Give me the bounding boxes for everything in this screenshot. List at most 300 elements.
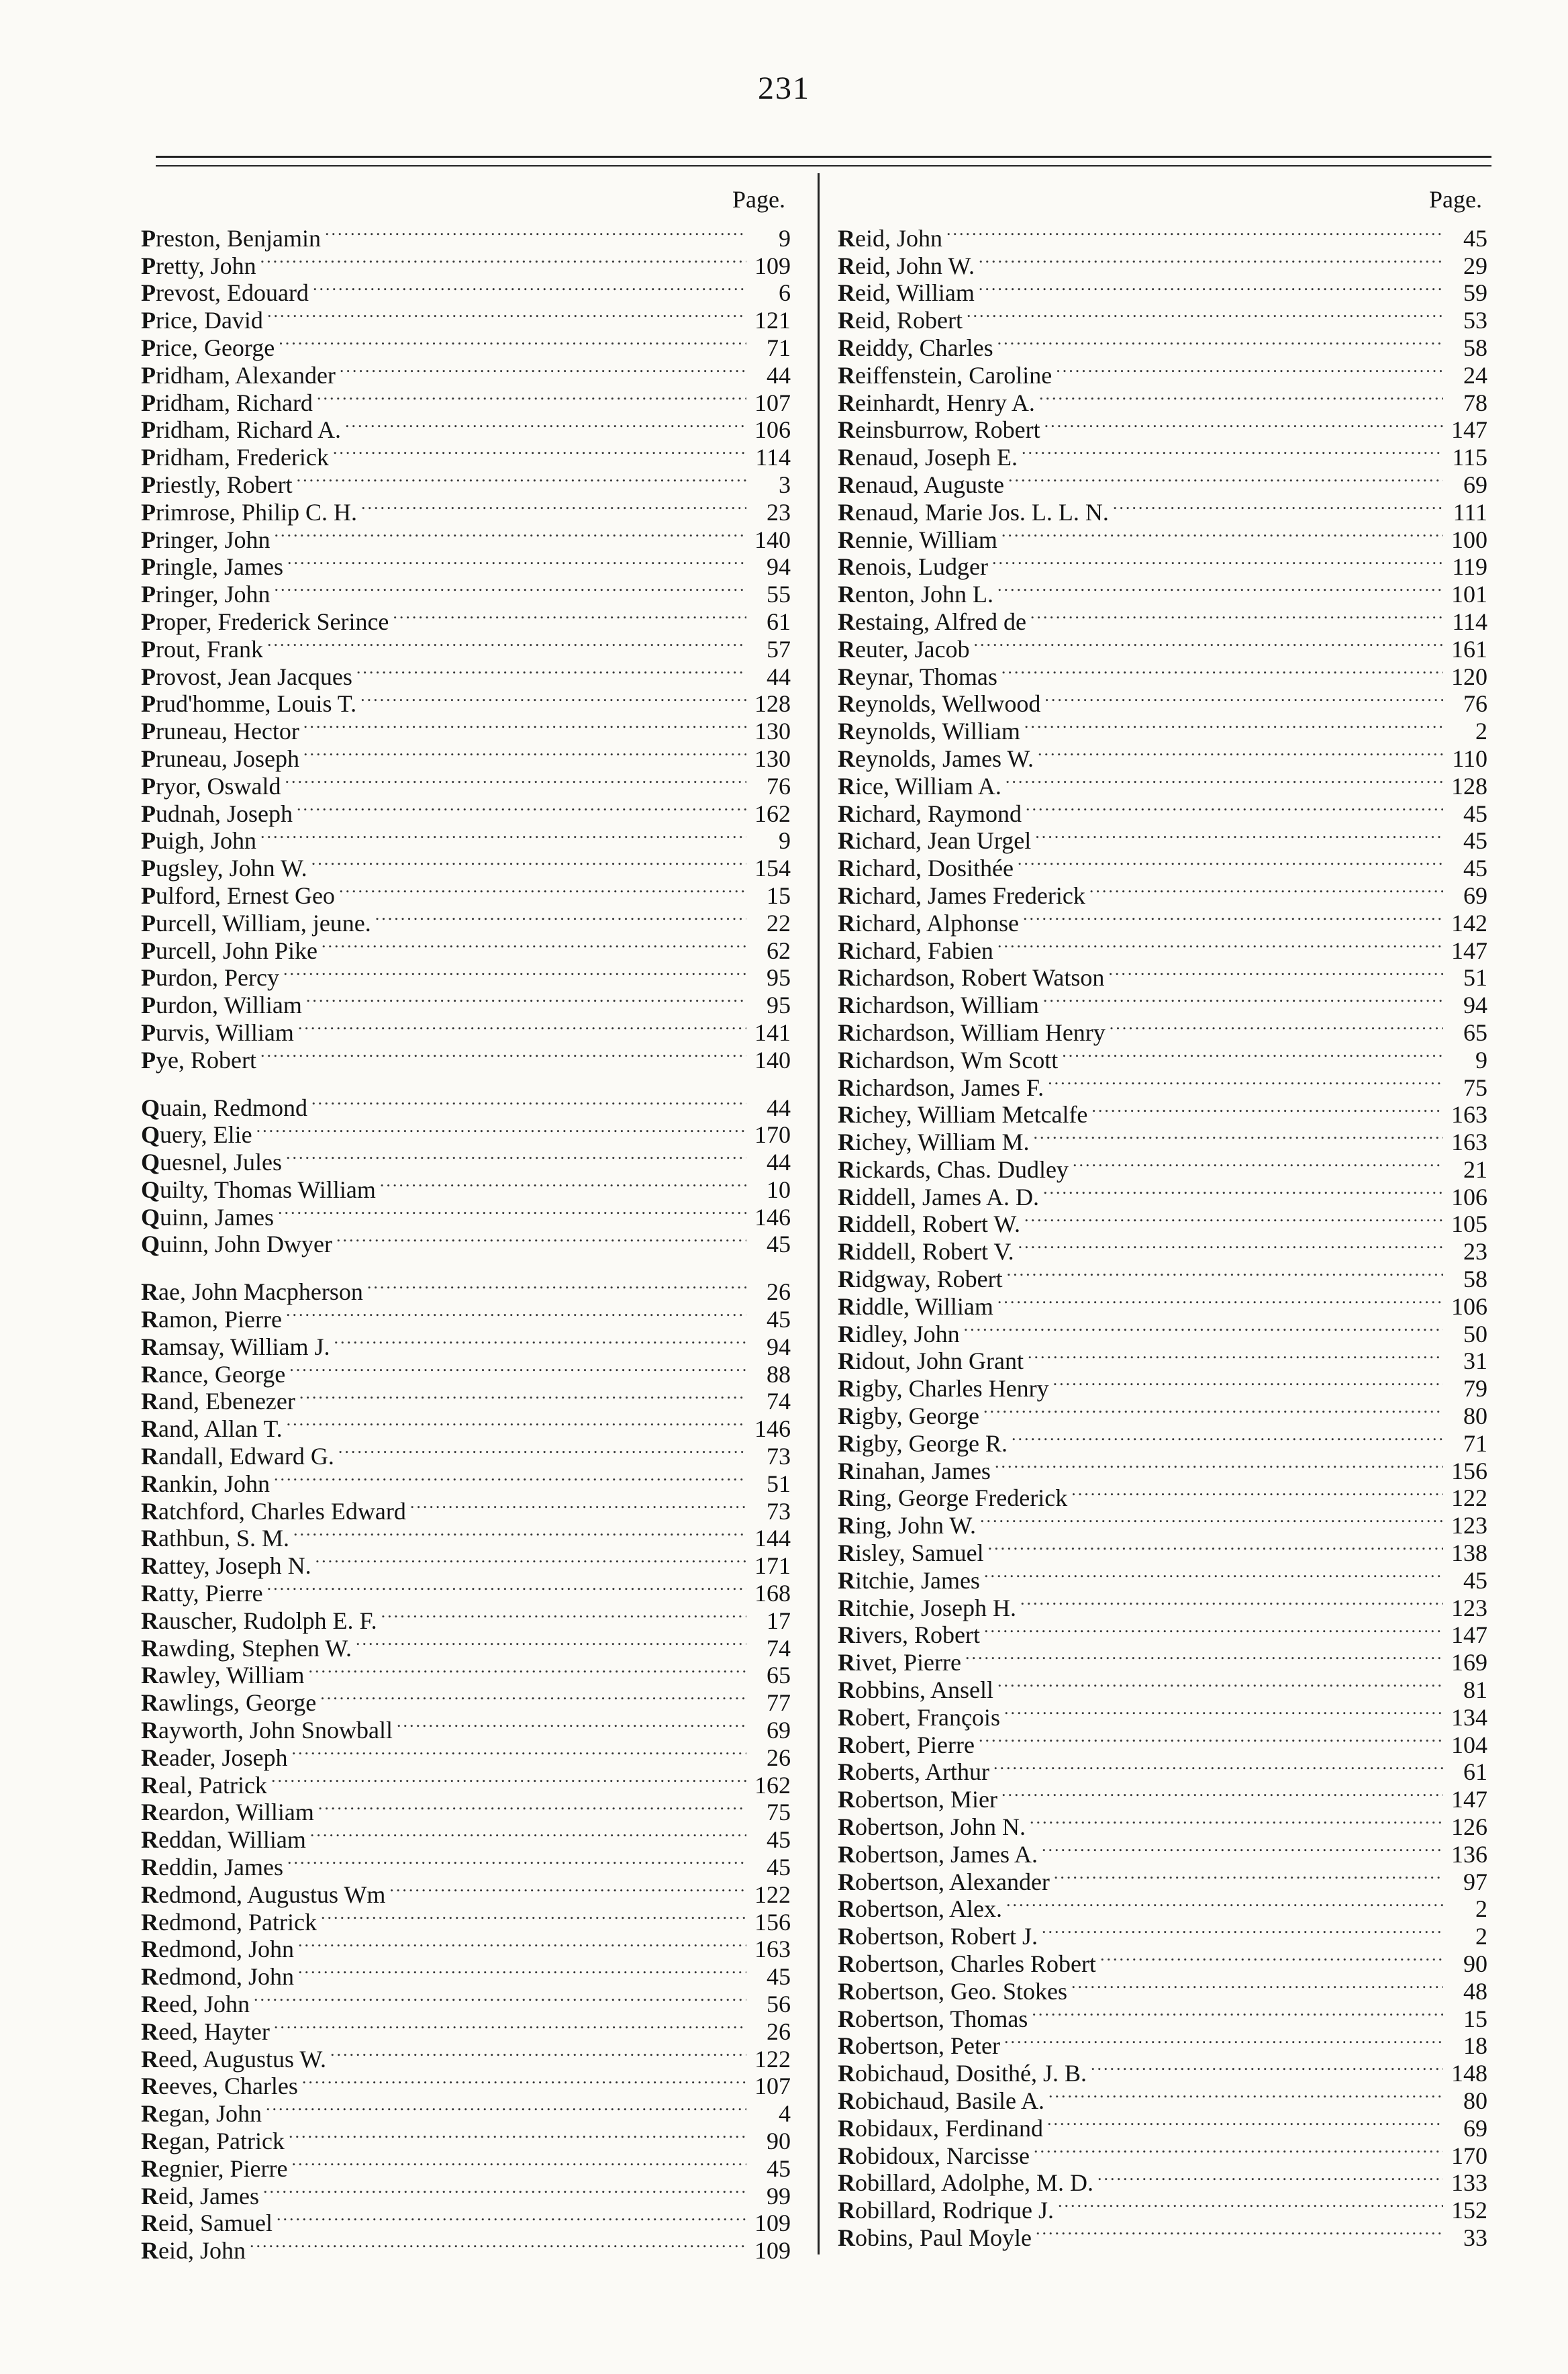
dot-leader [1044, 411, 1443, 438]
dot-leader [1089, 876, 1443, 904]
entry-name: Richard, Jean Urgel [838, 827, 1032, 855]
entry-page: 128 [1451, 772, 1487, 800]
entry-page: 156 [1451, 1457, 1487, 1484]
entry-page: 104 [1451, 1731, 1487, 1758]
entry-name: Reddin, James [141, 1854, 283, 1881]
dot-leader [1034, 1123, 1443, 1150]
entry-name: Rivet, Pierre [838, 1649, 961, 1676]
entry-name: Rennie, William [838, 526, 997, 553]
entry-name: Regnier, Pierre [141, 2154, 288, 2182]
entry-page: 2 [1475, 1923, 1487, 1950]
entry-page: 53 [1463, 307, 1487, 334]
dot-leader [1039, 383, 1443, 411]
entry-page: 29 [1463, 252, 1487, 279]
entry-name: Reid, William [838, 279, 975, 307]
entry-name: Pringer, John [141, 581, 271, 608]
entry-page: 74 [767, 1634, 791, 1662]
entry-name: Pringle, James [141, 553, 283, 581]
entry-page: 122 [754, 2045, 791, 2073]
entry-page: 140 [754, 1046, 791, 1074]
entry-name: Robertson, Thomas [838, 2005, 1028, 2032]
entry-name: Robbins, Ansell [838, 1676, 994, 1704]
entry-name: Redmond, John [141, 1936, 294, 1963]
entry-page: 107 [754, 389, 791, 416]
entry-name: Richard, Dosithée [838, 855, 1014, 882]
entry-name: Ridout, John Grant [838, 1347, 1024, 1375]
dot-leader [410, 1492, 746, 1519]
entry-page: 45 [1463, 855, 1487, 882]
entry-name: Reid, John W. [838, 252, 975, 279]
entry-name: Richard, Alphonse [838, 909, 1019, 937]
entry-page: 170 [754, 1121, 791, 1149]
entry-page: 156 [754, 1908, 791, 1936]
entry-name: Reddan, William [141, 1826, 306, 1854]
entry-page: 170 [1451, 2142, 1487, 2169]
entry-page: 90 [1463, 1950, 1487, 1977]
entry-name: Purdon, William [141, 992, 302, 1019]
entry-name: Robichaud, Basile A. [838, 2087, 1044, 2114]
dot-leader [1028, 1342, 1443, 1370]
dot-leader [250, 2231, 746, 2259]
entry-name: Rigby, Charles Henry [838, 1375, 1049, 1403]
dot-leader [336, 1225, 746, 1253]
entry-name: Rivers, Robert [838, 1621, 980, 1649]
entry-page: 94 [767, 553, 791, 581]
entry-name: Pye, Robert [141, 1046, 256, 1074]
dot-leader [1108, 959, 1443, 986]
entry-name: Ridgway, Robert [838, 1266, 1003, 1293]
dot-leader [1030, 602, 1443, 630]
dot-leader [1044, 685, 1443, 712]
index-entry [141, 1272, 791, 1306]
entry-name: Reid, Robert [838, 307, 963, 334]
entry-page: 23 [767, 498, 791, 526]
entry-name: Robichaud, Dosithé, J. B. [838, 2060, 1087, 2087]
entry-page: 148 [1451, 2060, 1487, 2087]
entry-page: 45 [1463, 224, 1487, 252]
dot-leader [340, 356, 746, 383]
dot-leader [965, 1643, 1443, 1670]
entry-name: Renois, Ludger [838, 553, 988, 581]
dot-leader [946, 219, 1443, 246]
entry-name: Reeves, Charles [141, 2073, 298, 2100]
dot-leader [298, 1930, 746, 1958]
entry-name: Purcell, William, jeune. [141, 909, 371, 937]
entry-page: 146 [754, 1415, 791, 1443]
entry-name: Redmond, Augustus Wm [141, 1881, 386, 1908]
entry-page: 163 [1451, 1129, 1487, 1156]
dot-leader [1004, 1698, 1443, 1725]
entry-page: 58 [1463, 334, 1487, 361]
entry-page: 147 [1451, 1786, 1487, 1813]
entry-name: Robertson, Mier [838, 1786, 997, 1813]
dot-leader [1071, 1972, 1443, 1999]
dot-leader [321, 1903, 746, 1930]
entry-page: 74 [767, 1388, 791, 1415]
entry-name: Rice, William A. [838, 772, 1001, 800]
entry-page: 2 [1475, 1895, 1487, 1923]
entry-page: 97 [1463, 1868, 1487, 1895]
dot-leader [393, 602, 746, 630]
entry-page: 122 [1451, 1484, 1487, 1512]
entry-name: Ratty, Pierre [141, 1580, 263, 1607]
dot-leader [1001, 657, 1443, 685]
entry-page: 51 [767, 1470, 791, 1497]
dot-leader [367, 1272, 746, 1300]
entry-page: 162 [754, 800, 791, 827]
dot-leader [997, 575, 1443, 602]
entry-name: Preston, Benjamin [141, 224, 321, 252]
dot-leader [1043, 986, 1443, 1013]
entry-page: 2 [1475, 718, 1487, 745]
dot-leader [1007, 1260, 1443, 1287]
entry-page: 69 [1463, 882, 1487, 909]
entry-name: Renaud, Joseph E. [838, 444, 1018, 471]
entry-page: 105 [1451, 1210, 1487, 1238]
dot-leader [1048, 1068, 1443, 1096]
entry-page: 107 [754, 2073, 791, 2100]
dot-leader [375, 904, 746, 931]
entry-page: 136 [1451, 1840, 1487, 1868]
entry-name: Randall, Edward G. [141, 1443, 334, 1470]
entry-page: 51 [1463, 964, 1487, 992]
dot-leader [298, 1013, 746, 1041]
dot-leader [298, 1957, 746, 1985]
entry-page: 15 [767, 882, 791, 909]
entry-name: Redmond, John [141, 1963, 294, 1991]
dot-leader [275, 575, 746, 602]
entry-name: Price, David [141, 307, 263, 334]
dot-leader [993, 1753, 1443, 1780]
dot-leader [973, 630, 1443, 657]
entry-page: 44 [767, 1094, 791, 1121]
entry-name: Risley, Samuel [838, 1539, 984, 1567]
entry-page: 81 [1463, 1676, 1487, 1704]
top-rule-thin [156, 165, 1491, 167]
entry-page: 50 [1463, 1320, 1487, 1347]
dot-leader [260, 246, 746, 274]
entry-name: Pudnah, Joseph [141, 800, 293, 827]
entry-page: 55 [767, 581, 791, 608]
entry-page: 146 [754, 1203, 791, 1231]
entry-name: Reynar, Thomas [838, 663, 997, 690]
dot-leader [1024, 712, 1443, 739]
dot-leader [287, 548, 746, 575]
entry-name: Rand, Allan T. [141, 1415, 283, 1443]
dot-leader [356, 657, 746, 685]
dot-leader [293, 1519, 746, 1547]
dot-leader [1024, 1205, 1443, 1233]
entry-page: 109 [754, 2237, 791, 2265]
entry-page: 26 [767, 1278, 791, 1306]
entry-name: Reader, Joseph [141, 1744, 288, 1771]
dot-leader [1008, 465, 1443, 493]
dot-leader [1113, 493, 1443, 520]
entry-page: 121 [754, 307, 791, 334]
entry-page: 33 [1463, 2224, 1487, 2251]
entry-name: Renaud, Marie Jos. L. L. N. [838, 498, 1109, 526]
dot-leader [1038, 739, 1443, 767]
dot-leader [997, 931, 1443, 959]
entry-page: 9 [779, 224, 791, 252]
entry-name: Pruneau, Joseph [141, 745, 299, 772]
entry-name: Quinn, John Dwyer [141, 1231, 332, 1258]
dot-leader [1023, 904, 1443, 931]
dot-leader [315, 1546, 746, 1574]
entry-name: Reinhardt, Henry A. [838, 389, 1035, 416]
dot-leader [1058, 2191, 1443, 2218]
entry-name: Richard, Raymond [838, 800, 1022, 827]
entry-name: Ritchie, James [838, 1566, 980, 1594]
entry-page: 110 [1452, 745, 1487, 772]
dot-leader [1001, 1780, 1443, 1807]
entry-page: 122 [754, 1881, 791, 1908]
entry-page: 94 [1463, 992, 1487, 1019]
entry-name: Prout, Frank [141, 635, 263, 663]
dot-leader [983, 1396, 1443, 1424]
entry-page: 44 [767, 361, 791, 389]
entry-name: Richard, James Frederick [838, 882, 1085, 909]
dot-leader [380, 1170, 746, 1198]
entry-name: Robillard, Rodrique J. [838, 2197, 1054, 2224]
entry-page: 111 [1453, 498, 1487, 526]
entry-page: 106 [1451, 1292, 1487, 1320]
entry-name: Robertson, John N. [838, 1813, 1026, 1841]
entry-page: 17 [767, 1607, 791, 1634]
entry-name: Robertson, Alexander [838, 1868, 1050, 1895]
index-entry [141, 1088, 791, 1121]
dot-leader [1018, 1232, 1443, 1260]
entry-page: 56 [767, 1991, 791, 2017]
dot-leader [360, 685, 746, 712]
left-page-header: Page. [732, 186, 785, 213]
dot-leader [397, 1711, 746, 1738]
dot-leader [1042, 1835, 1443, 1862]
entry-name: Price, George [141, 334, 275, 361]
entry-page: 44 [767, 1149, 791, 1176]
dot-leader [266, 2094, 746, 2122]
entry-name: Ring, George Frederick [838, 1484, 1068, 1512]
dot-leader [997, 328, 1443, 356]
entry-name: Rattey, Joseph N. [141, 1552, 311, 1580]
entry-page: 115 [1452, 444, 1487, 471]
dot-leader [289, 2122, 746, 2149]
entry-page: 88 [767, 1360, 791, 1388]
entry-name: Regan, John [141, 2100, 262, 2128]
entry-name: Ramsay, William J. [141, 1333, 330, 1360]
entry-page: 22 [767, 909, 791, 937]
dot-leader [1001, 520, 1443, 548]
dot-leader [984, 1616, 1443, 1644]
dot-leader [1043, 1178, 1443, 1205]
entry-name: Robertson, Charles Robert [838, 1950, 1096, 1977]
entry-name: Reid, John [838, 224, 942, 252]
entry-name: Rinahan, James [838, 1457, 991, 1484]
entry-name: Pringer, John [141, 526, 271, 553]
entry-page: 119 [1452, 553, 1487, 581]
dot-leader [1018, 849, 1443, 876]
dot-leader [333, 438, 746, 465]
entry-name: Proper, Frederick Serince [141, 608, 389, 635]
entry-name: Riddell, Robert W. [838, 1210, 1020, 1238]
dot-leader [267, 630, 746, 657]
entry-page: 45 [767, 1854, 791, 1881]
entry-page: 90 [767, 2127, 791, 2154]
entry-name: Robertson, Alex. [838, 1895, 1002, 1923]
dot-leader [299, 1382, 746, 1410]
index-entry [141, 219, 791, 252]
dot-leader [311, 849, 746, 876]
dot-leader [330, 2040, 746, 2067]
dot-leader [310, 1820, 746, 1848]
entry-page: 69 [1463, 471, 1487, 498]
entry-name: Ratchford, Charles Edward [141, 1497, 406, 1525]
left-entry-list [141, 219, 791, 2265]
entry-name: Robidoux, Narcisse [838, 2142, 1030, 2169]
entry-name: Robidaux, Ferdinand [838, 2114, 1043, 2142]
dot-leader [997, 1287, 1443, 1315]
entry-page: 106 [1451, 1183, 1487, 1210]
entry-page: 6 [779, 279, 791, 307]
dot-leader [306, 986, 746, 1013]
entry-page: 163 [754, 1936, 791, 1963]
entry-name: Rauscher, Rudolph E. F. [141, 1607, 377, 1634]
entry-name: Rayworth, John Snowball [141, 1717, 393, 1744]
dot-leader [992, 548, 1443, 575]
dot-leader [274, 1464, 746, 1492]
dot-leader [254, 1985, 746, 2012]
entry-name: Reid, Samuel [141, 2210, 273, 2237]
dot-leader [311, 1088, 746, 1116]
dot-leader [260, 1041, 746, 1068]
entry-page: 171 [754, 1552, 791, 1580]
entry-name: Reed, John [141, 1991, 250, 2017]
dot-leader [277, 2204, 746, 2232]
entry-name: Rawley, William [141, 1662, 305, 1689]
entry-name: Real, Patrick [141, 1771, 267, 1799]
dot-leader [1091, 2054, 1443, 2081]
entry-page: 163 [1451, 1101, 1487, 1129]
dot-leader [361, 493, 746, 520]
entry-page: 21 [1463, 1155, 1487, 1183]
dot-leader [279, 328, 746, 356]
entry-name: Rawlings, George [141, 1689, 317, 1717]
entry-page: 45 [1463, 827, 1487, 855]
entry-page: 94 [767, 1333, 791, 1360]
entry-name: Rathbun, S. M. [141, 1525, 290, 1552]
dot-leader [275, 520, 746, 548]
entry-page: 18 [1463, 2032, 1487, 2060]
entry-name: Purdon, Percy [141, 964, 279, 992]
entry-page: 45 [767, 1306, 791, 1333]
dot-leader [286, 1300, 746, 1327]
entry-name: Roberts, Arthur [838, 1758, 989, 1786]
entry-name: Rigby, George [838, 1403, 979, 1430]
entry-page: 61 [1463, 1758, 1487, 1786]
entry-page: 147 [1451, 416, 1487, 444]
dot-leader [318, 1793, 746, 1821]
entry-page: 134 [1451, 1703, 1487, 1731]
dot-leader [979, 1725, 1443, 1753]
entry-name: Prud'homme, Louis T. [141, 690, 357, 718]
dot-leader [1034, 2136, 1443, 2164]
entry-name: Pridham, Richard A. [141, 416, 341, 444]
dot-leader [1053, 1369, 1443, 1396]
entry-page: 73 [767, 1443, 791, 1470]
entry-page: 120 [1451, 663, 1487, 690]
entry-page: 169 [1451, 1649, 1487, 1676]
entry-name: Richardson, Wm Scott [838, 1046, 1059, 1074]
entry-name: Richey, William Metcalfe [838, 1101, 1088, 1129]
column-divider [818, 173, 820, 2254]
entry-page: 109 [754, 252, 791, 279]
entry-page: 15 [1463, 2005, 1487, 2032]
entry-page: 76 [1463, 690, 1487, 718]
dot-leader [1110, 1013, 1443, 1041]
entry-name: Pryor, Oswald [141, 772, 281, 800]
entry-page: 45 [767, 1826, 791, 1854]
dot-leader [967, 301, 1443, 328]
dot-leader [271, 1766, 746, 1793]
entry-page: 45 [767, 2154, 791, 2182]
dot-leader [1006, 767, 1443, 794]
dot-leader [1073, 1150, 1443, 1178]
dot-leader [286, 1143, 746, 1170]
entry-name: Quinn, James [141, 1203, 274, 1231]
entry-name: Puigh, John [141, 827, 257, 855]
entry-name: Pugsley, John W. [141, 855, 307, 882]
entry-page: 147 [1451, 1621, 1487, 1649]
dot-leader [1006, 1890, 1443, 1917]
entry-page: 45 [767, 1963, 791, 1991]
entry-name: Reynolds, Wellwood [838, 690, 1041, 718]
entry-name: Ring, John W. [838, 1512, 977, 1539]
dot-leader [302, 2067, 746, 2095]
entry-page: 114 [755, 444, 791, 471]
entry-name: Provost, Jean Jacques [141, 663, 352, 690]
entry-page: 26 [767, 2017, 791, 2045]
entry-name: Richard, Fabien [838, 937, 993, 964]
entry-page: 73 [767, 1497, 791, 1525]
entry-name: Redmond, Patrick [141, 1908, 317, 1936]
entry-page: 138 [1451, 1539, 1487, 1567]
entry-page: 62 [767, 937, 791, 964]
entry-name: Reynolds, James W. [838, 745, 1034, 772]
entry-page: 58 [1463, 1266, 1487, 1293]
entry-name: Rankin, John [141, 1470, 270, 1497]
entry-name: Rawding, Stephen W. [141, 1634, 352, 1662]
entry-name: Purvis, William [141, 1018, 294, 1046]
entry-name: Primrose, Philip C. H. [141, 498, 358, 526]
dot-leader [1004, 2027, 1443, 2054]
dot-leader [334, 1327, 746, 1355]
entry-name: Robert, François [838, 1703, 1000, 1731]
entry-name: Pridham, Alexander [141, 361, 336, 389]
entry-name: Rance, George [141, 1360, 286, 1388]
entry-page: 152 [1451, 2197, 1487, 2224]
entry-page: 80 [1463, 2087, 1487, 2114]
entry-page: 133 [1451, 2169, 1487, 2197]
entry-page: 78 [1463, 389, 1487, 416]
entry-page: 10 [767, 1176, 791, 1203]
entry-name: Reid, John [141, 2237, 246, 2265]
dot-leader [339, 876, 746, 904]
entry-page: 71 [1463, 1429, 1487, 1457]
dot-leader [303, 712, 746, 739]
entry-name: Reed, Hayter [141, 2017, 270, 2045]
entry-name: Quilty, Thomas William [141, 1176, 376, 1203]
entry-name: Riddle, William [838, 1292, 993, 1320]
